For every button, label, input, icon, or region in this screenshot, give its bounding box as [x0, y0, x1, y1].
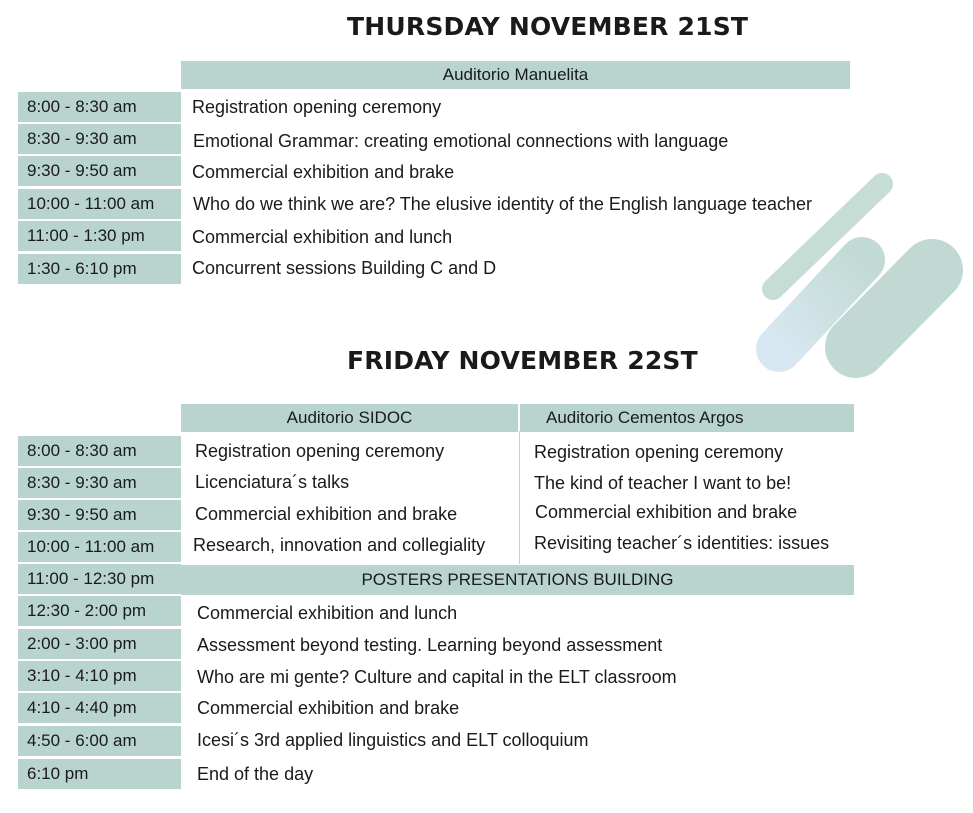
time-cell: 10:00 - 11:00 am — [18, 189, 181, 219]
time-cell: 8:30 - 9:30 am — [18, 124, 181, 154]
friday-venue-left-header: Auditorio SIDOC — [181, 404, 518, 432]
posters-banner: POSTERS PRESENTATIONS BUILDING — [181, 565, 854, 595]
event-cell: Emotional Grammar: creating emotional connections with language — [193, 131, 729, 151]
time-cell: 8:30 - 9:30 am — [18, 468, 181, 498]
event-cell: Commercial exhibition and lunch — [192, 227, 453, 247]
time-cell: 10:00 - 11:00 am — [18, 532, 181, 562]
event-cell-left: Licenciatura´s talks — [195, 472, 350, 492]
event-cell-left: Registration opening ceremony — [195, 441, 445, 461]
event-cell: Icesi´s 3rd applied linguistics and ELT colloquium — [197, 730, 589, 750]
event-cell-left: Commercial exhibition and brake — [195, 504, 458, 524]
time-cell: 4:50 - 6:00 am — [18, 726, 181, 756]
time-cell: 1:30 - 6:10 pm — [18, 254, 181, 284]
friday-title: FRIDAY NOVEMBER 22ST — [347, 346, 698, 375]
time-cell: 11:00 - 12:30 pm — [18, 564, 181, 594]
event-cell: Registration opening ceremony — [192, 97, 442, 117]
event-cell: Concurrent sessions Building C and D — [192, 258, 497, 278]
event-cell-right: Revisiting teacher´s identities: issues — [534, 533, 830, 553]
thursday-venue-header: Auditorio Manuelita — [181, 61, 850, 89]
event-cell: End of the day — [197, 764, 314, 784]
time-cell: 12:30 - 2:00 pm — [18, 596, 181, 626]
event-cell-right: Registration opening ceremony — [534, 442, 784, 462]
time-cell: 2:00 - 3:00 pm — [18, 629, 181, 659]
column-divider — [519, 431, 520, 564]
time-cell: 11:00 - 1:30 pm — [18, 221, 181, 251]
time-cell: 9:30 - 9:50 am — [18, 156, 181, 186]
friday-venue-right-header: Auditorio Cementos Argos — [520, 404, 854, 432]
event-cell: Who do we think we are? The elusive identity of the English language teacher — [193, 194, 813, 214]
time-cell: 4:10 - 4:40 pm — [18, 693, 181, 723]
thursday-title: THURSDAY NOVEMBER 21ST — [347, 12, 749, 41]
time-cell: 8:00 - 8:30 am — [18, 92, 181, 122]
event-cell: Commercial exhibition and lunch — [197, 603, 458, 623]
event-cell: Assessment beyond testing. Learning beyond assessment — [197, 635, 663, 655]
event-cell: Commercial exhibition and brake — [192, 162, 455, 182]
event-cell-left: Research, innovation and collegiality — [193, 535, 486, 555]
time-cell: 8:00 - 8:30 am — [18, 436, 181, 466]
time-cell: 9:30 - 9:50 am — [18, 500, 181, 530]
event-cell: Commercial exhibition and brake — [197, 698, 460, 718]
event-cell-right: The kind of teacher I want to be! — [534, 473, 792, 493]
event-cell: Who are mi gente? Culture and capital in the ELT classroom — [197, 667, 677, 687]
time-cell: 3:10 - 4:10 pm — [18, 661, 181, 691]
event-cell-right: Commercial exhibition and brake — [535, 502, 798, 522]
time-cell: 6:10 pm — [18, 759, 181, 789]
